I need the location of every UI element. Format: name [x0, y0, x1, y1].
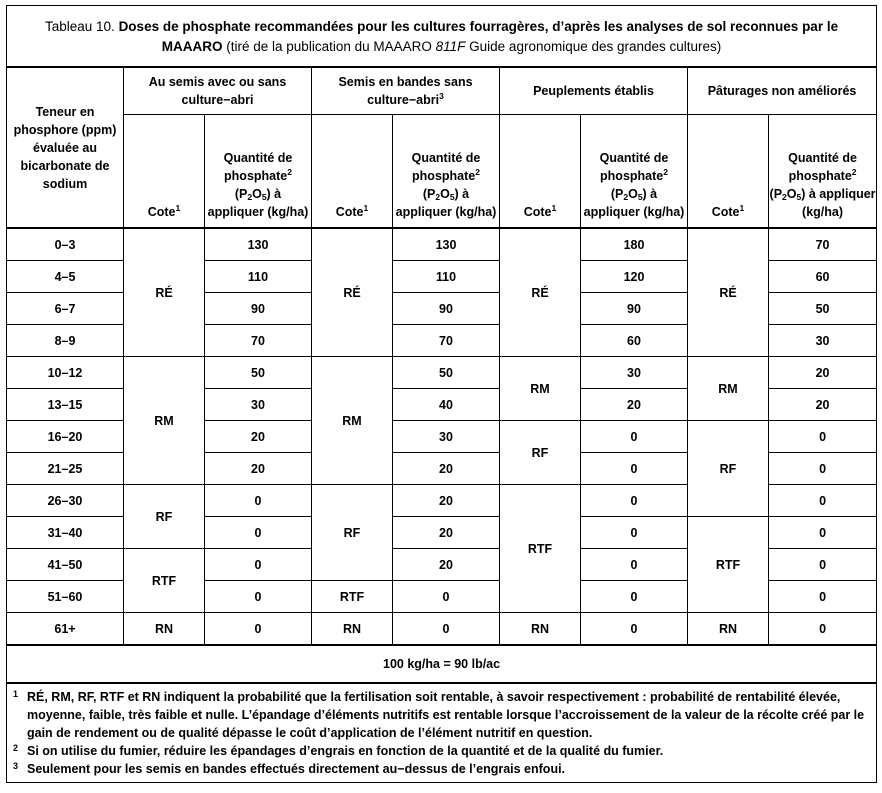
- phosphorus-range: 0–3: [7, 228, 124, 261]
- phosphorus-range: 26–30: [7, 485, 124, 517]
- cote-cell: RTF: [124, 549, 205, 613]
- cote-footnote-mark: 1: [739, 203, 745, 213]
- quantity-cell: 0: [769, 517, 877, 549]
- cote-label: Cote: [523, 205, 552, 219]
- group-label: Au semis avec ou sans culture−abri: [148, 75, 287, 107]
- quantity-cell: 50: [205, 357, 312, 389]
- quantity-header: [581, 115, 688, 229]
- quantity-footnote-mark: 2: [475, 167, 480, 177]
- quantity-cell: 90: [581, 293, 688, 325]
- cote-label: Cote: [147, 205, 176, 219]
- phosphorus-range: 4–5: [7, 261, 124, 293]
- quantity-cell: 0: [581, 581, 688, 613]
- quantity-formula-a: (P: [422, 187, 436, 201]
- quantity-cell: 0: [581, 421, 688, 453]
- quantity-cell: 60: [769, 261, 877, 293]
- quantity-cell: 0: [205, 613, 312, 646]
- footnote: [13, 688, 870, 742]
- quantity-label: Quantité de phosphate: [411, 151, 481, 183]
- quantity-cell: 0: [769, 581, 877, 613]
- quantity-footnote-mark: 2: [851, 167, 857, 177]
- phosphorus-range: 8–9: [7, 325, 124, 357]
- quantity-subscript: 2: [435, 192, 441, 202]
- quantity-cell: 30: [393, 421, 500, 453]
- quantity-cell: 0: [581, 485, 688, 517]
- quantity-unit: ) à appliquer (kg/ha): [207, 187, 309, 219]
- cote-cell: RM: [312, 357, 393, 485]
- quantity-cell: 40: [393, 389, 500, 421]
- quantity-cell: 120: [581, 261, 688, 293]
- quantity-cell: 110: [393, 261, 500, 293]
- quantity-cell: 20: [393, 453, 500, 485]
- quantity-cell: 0: [581, 517, 688, 549]
- cote-cell: RN: [500, 613, 581, 646]
- conversion-row: [7, 645, 877, 683]
- quantity-cell: 0: [769, 613, 877, 646]
- group-header: [312, 67, 500, 115]
- footnote-mark: 1: [13, 689, 19, 699]
- quantity-footnote-mark: 2: [287, 167, 292, 177]
- cote-header: [124, 115, 205, 229]
- footnote-text: Si on utilise du fumier, réduire les épandages d’engrais en fonction de la quantité et de la qualité du fumier.: [27, 744, 664, 758]
- cote-cell: RÉ: [312, 228, 393, 357]
- quantity-formula-a: (P: [769, 187, 783, 201]
- cote-cell: RN: [312, 613, 393, 646]
- footnote-mark: 2: [13, 743, 19, 753]
- quantity-cell: 50: [769, 293, 877, 325]
- cote-cell: RM: [124, 357, 205, 485]
- cote-cell: RÉ: [500, 228, 581, 357]
- cote-cell: RTF: [312, 581, 393, 613]
- cote-cell: RN: [688, 613, 769, 646]
- quantity-cell: 30: [205, 389, 312, 421]
- quantity-cell: 0: [769, 485, 877, 517]
- quantity-label: Quantité de phosphate: [599, 151, 669, 183]
- group-header: [124, 67, 312, 115]
- table-row: [7, 357, 877, 389]
- quantity-cell: 70: [769, 228, 877, 261]
- quantity-cell: 70: [393, 325, 500, 357]
- quantity-header: [769, 115, 877, 229]
- quantity-subscript: 2: [782, 192, 787, 202]
- quantity-cell: 20: [769, 389, 877, 421]
- cote-cell: RÉ: [124, 228, 205, 357]
- row-header: Teneur en phosphore (ppm) évaluée au bicarbonate de sodium: [7, 67, 124, 228]
- table-title: Tableau 10. Doses de phosphate recommandées pour les cultures fourragères, d’après les analyses de sol reconnues par le MAAARO (tiré de la publication du MAAARO 811F Guide agronomique des grandes cultures): [7, 6, 877, 68]
- footnote: [13, 742, 870, 760]
- phosphorus-range: 61+: [7, 613, 124, 646]
- quantity-cell: 130: [393, 228, 500, 261]
- quantity-label: Quantité de phosphate: [788, 151, 857, 183]
- quantity-cell: 20: [205, 453, 312, 485]
- cote-footnote-mark: 1: [175, 203, 181, 213]
- quantity-unit: ) à appliquer (kg/ha): [801, 187, 876, 219]
- quantity-cell: 0: [205, 517, 312, 549]
- cote-footnote-mark: 1: [363, 203, 369, 213]
- group-label: Pâturages non améliorés: [707, 84, 857, 98]
- cote-footnote-mark: 1: [551, 203, 557, 213]
- quantity-cell: 60: [581, 325, 688, 357]
- quantity-cell: 0: [393, 581, 500, 613]
- phosphorus-range: 16–20: [7, 421, 124, 453]
- cote-cell: RN: [124, 613, 205, 646]
- quantity-cell: 20: [393, 549, 500, 581]
- group-header: [500, 67, 688, 115]
- sub-header-row: [7, 115, 877, 229]
- quantity-subscript: 5: [449, 192, 455, 202]
- group-header-row: [7, 67, 877, 115]
- phosphorus-range: 41–50: [7, 549, 124, 581]
- quantity-cell: 30: [769, 325, 877, 357]
- cote-header: [688, 115, 769, 229]
- cote-cell: RTF: [688, 517, 769, 613]
- group-label: Semis en bandes sans culture−abri: [338, 75, 473, 107]
- quantity-cell: 0: [581, 549, 688, 581]
- quantity-cell: 20: [393, 517, 500, 549]
- phosphorus-range: 21–25: [7, 453, 124, 485]
- quantity-unit: ) à appliquer (kg/ha): [395, 187, 497, 219]
- quantity-formula-a: (P: [610, 187, 624, 201]
- cote-cell: RM: [688, 357, 769, 421]
- quantity-subscript: 5: [796, 192, 802, 202]
- quantity-formula-a: (P: [234, 187, 248, 201]
- phosphorus-range: 13–15: [7, 389, 124, 421]
- cote-cell: RF: [124, 485, 205, 549]
- quantity-footnote-mark: 2: [663, 167, 668, 177]
- footnotes: [7, 683, 877, 783]
- quantity-subscript: 2: [247, 192, 253, 202]
- footnote: [13, 760, 870, 778]
- quantity-cell: 130: [205, 228, 312, 261]
- quantity-cell: 0: [769, 421, 877, 453]
- quantity-cell: 0: [205, 485, 312, 517]
- quantity-label: Quantité de phosphate: [223, 151, 293, 183]
- quantity-subscript: 5: [261, 192, 267, 202]
- table-row: [7, 613, 877, 646]
- cote-label: Cote: [335, 205, 364, 219]
- quantity-cell: 110: [205, 261, 312, 293]
- cote-cell: RÉ: [688, 228, 769, 357]
- group-label: Peuplements établis: [533, 84, 654, 98]
- cote-cell: RF: [312, 485, 393, 581]
- cote-cell: RF: [688, 421, 769, 517]
- quantity-cell: 20: [581, 389, 688, 421]
- footnote-text: RÉ, RM, RF, RTF et RN indiquent la probabilité que la fertilisation soit rentable, à savoir respectivement : probabilité de rentabilité élevée, moyenne, faible, très faible et nulle. L’épandage d’éléments nutritifs est rentable lorsque l’accroissement de la valeur de la récolte créé par le gain de rendement ou de qualité dépasse le coût d’application de l’élément nutritif en question.: [27, 690, 865, 740]
- quantity-cell: 90: [205, 293, 312, 325]
- group-footnote-mark: 3: [439, 91, 444, 101]
- table-container: [6, 5, 876, 783]
- quantity-cell: 20: [769, 357, 877, 389]
- quantity-formula-b: O: [252, 187, 262, 201]
- cote-header: [312, 115, 393, 229]
- quantity-cell: 20: [393, 485, 500, 517]
- quantity-formula-b: O: [786, 187, 797, 201]
- table-body: [7, 228, 877, 645]
- quantity-cell: 50: [393, 357, 500, 389]
- quantity-subscript: 5: [637, 192, 643, 202]
- footnote-text: Seulement pour les semis en bandes effectués directement au−dessus de l’engrais enfoui.: [27, 762, 566, 776]
- cote-header: [500, 115, 581, 229]
- quantity-formula-b: O: [440, 187, 450, 201]
- quantity-cell: 0: [769, 453, 877, 485]
- quantity-cell: 0: [769, 549, 877, 581]
- cote-cell: RF: [500, 421, 581, 485]
- quantity-cell: 0: [393, 613, 500, 646]
- conversion-note: 100 kg/ha = 90 lb/ac: [7, 645, 877, 683]
- quantity-formula-b: O: [628, 187, 638, 201]
- phosphorus-range: 6–7: [7, 293, 124, 325]
- table-row: [7, 228, 877, 261]
- phosphate-table: [6, 5, 877, 783]
- footnote-mark: 3: [13, 761, 19, 771]
- quantity-cell: 70: [205, 325, 312, 357]
- quantity-header: [205, 115, 312, 229]
- quantity-cell: 0: [205, 549, 312, 581]
- quantity-cell: 0: [581, 613, 688, 646]
- quantity-cell: 0: [205, 581, 312, 613]
- quantity-cell: 30: [581, 357, 688, 389]
- quantity-cell: 90: [393, 293, 500, 325]
- phosphorus-range: 51–60: [7, 581, 124, 613]
- quantity-cell: 20: [205, 421, 312, 453]
- quantity-unit: ) à appliquer (kg/ha): [583, 187, 685, 219]
- footnotes-row: [7, 683, 877, 783]
- quantity-cell: 180: [581, 228, 688, 261]
- cote-cell: RM: [500, 357, 581, 421]
- cote-label: Cote: [711, 205, 740, 219]
- quantity-header: [393, 115, 500, 229]
- phosphorus-range: 31–40: [7, 517, 124, 549]
- phosphorus-range: 10–12: [7, 357, 124, 389]
- cote-cell: RTF: [500, 485, 581, 613]
- quantity-cell: 0: [581, 453, 688, 485]
- quantity-subscript: 2: [623, 192, 629, 202]
- group-header: [688, 67, 877, 115]
